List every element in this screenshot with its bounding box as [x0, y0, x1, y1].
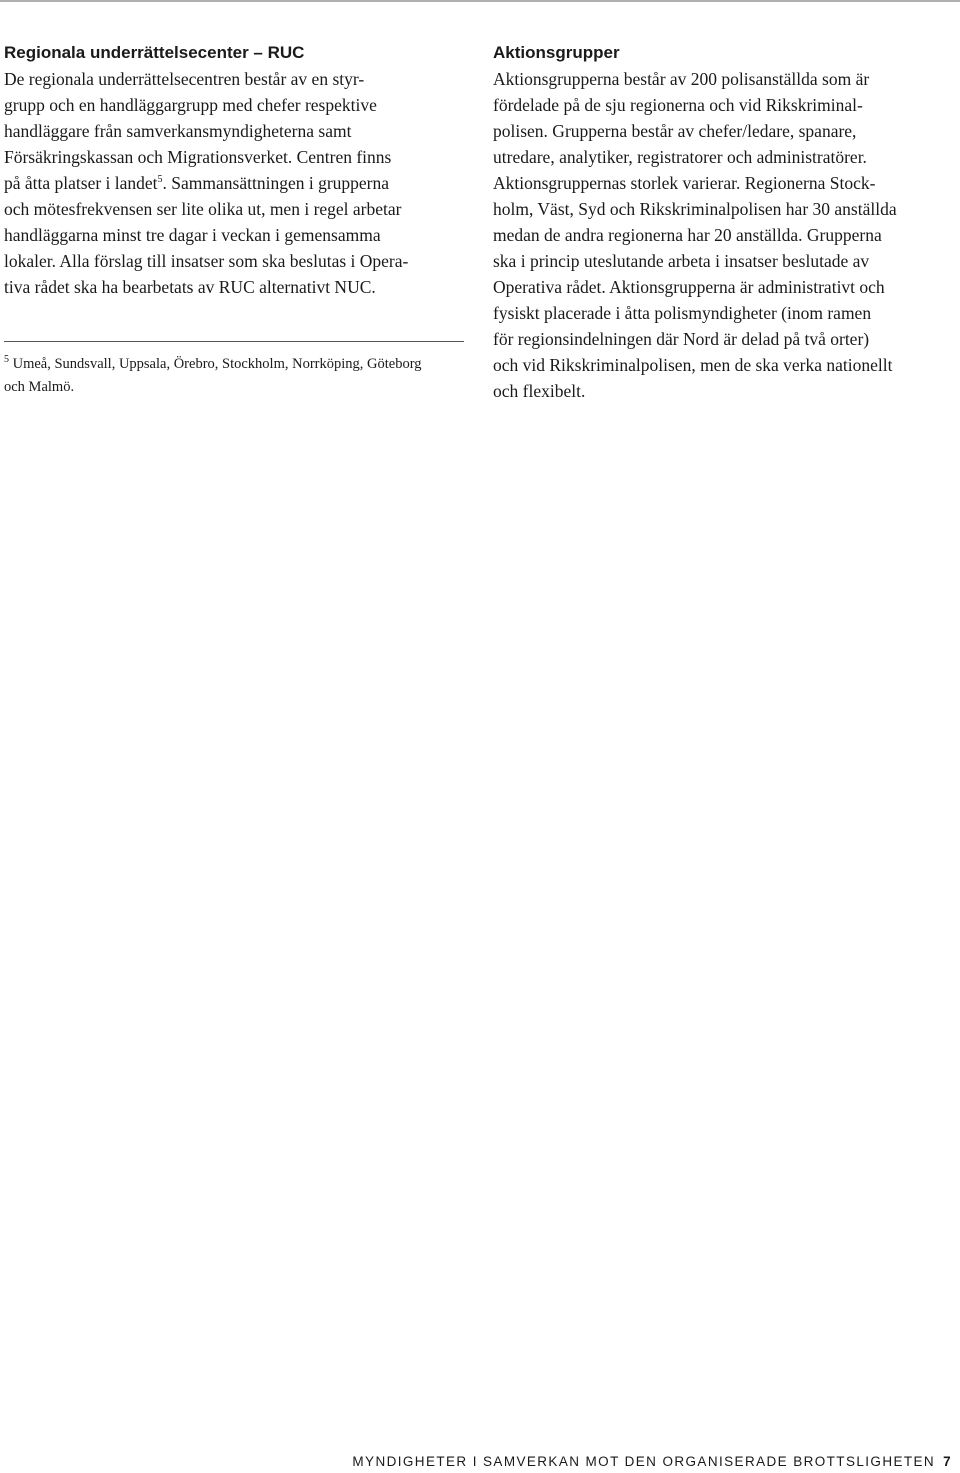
text-line-end: . Sammansättningen i grupperna [162, 173, 390, 193]
page-number: 7 [943, 1454, 952, 1469]
text-line: handläggare från samverkansmyndigheterna samt [4, 121, 352, 141]
footnote-text: Umeå, Sundsvall, Uppsala, Örebro, Stockholm, Norrköping, Göteborg [9, 356, 422, 372]
text-line: ska i princip uteslutande arbeta i insatser beslutade av [493, 251, 870, 271]
text-line: och mötesfrekvensen ser lite olika ut, men i regel arbetar [4, 199, 402, 219]
text-line: polisen. Grupperna består av chefer/ledare, spanare, [493, 121, 857, 141]
text-line: och vid Rikskriminalpolisen, men de ska verka nationellt [493, 355, 893, 375]
footnote-reference: 5 [157, 174, 163, 186]
section-heading-aktionsgrupper: Aktionsgrupper [493, 43, 620, 62]
section-heading-ruc: Regionala underrättelsecenter – RUC [4, 43, 305, 62]
footnote-divider [4, 341, 464, 342]
text-line: fysiskt placerade i åtta polismyndigheter (inom ramen [493, 303, 872, 323]
footnote-line: och Malmö. [4, 379, 75, 395]
ruc-body-text [4, 66, 466, 300]
top-rule [0, 0, 960, 2]
text-line: tiva rådet ska ha bearbetats av RUC alternativt NUC. [4, 277, 376, 297]
page-footer [352, 1454, 952, 1469]
text-line [4, 170, 466, 196]
text-line: för regionsindelningen där Nord är delad på två orter) [493, 329, 870, 349]
text-line-start: på åtta platser i landet [4, 173, 158, 193]
text-line: De regionala underrättelsecentren består av en styr- [4, 69, 365, 89]
text-line: Försäkringskassan och Migrationsverket. Centren finns [4, 147, 392, 167]
text-line: lokaler. Alla förslag till insatser som ska beslutas i Opera- [4, 251, 409, 271]
text-line: och flexibelt. [493, 381, 586, 401]
text-line: Aktionsgrupperna består av 200 polisanställda som är [493, 69, 870, 89]
footnote-line [4, 353, 466, 376]
left-column [4, 38, 466, 300]
text-line: grupp och en handläggargrupp med chefer respektive [4, 95, 377, 115]
right-column [493, 38, 955, 404]
aktionsgrupper-body-text [493, 66, 955, 404]
footnote [4, 353, 466, 399]
text-line: handläggarna minst tre dagar i veckan i gemensamma [4, 225, 381, 245]
text-line: holm, Väst, Syd och Rikskriminalpolisen har 30 anställda [493, 199, 897, 219]
text-line: medan de andra regionerna har 20 anställda. Grupperna [493, 225, 882, 245]
running-title: MYNDIGHETER I SAMVERKAN MOT DEN ORGANISERADE BROTTSLIGHETEN [352, 1454, 936, 1469]
text-line: Aktionsgruppernas storlek varierar. Regionerna Stock- [493, 173, 876, 193]
footnote-marker: 5 [4, 354, 9, 366]
text-line: utredare, analytiker, registratorer och administratörer. [493, 147, 867, 167]
text-line: fördelade på de sju regionerna och vid Rikskriminal- [493, 95, 863, 115]
text-line: Operativa rådet. Aktionsgrupperna är administrativt och [493, 277, 885, 297]
